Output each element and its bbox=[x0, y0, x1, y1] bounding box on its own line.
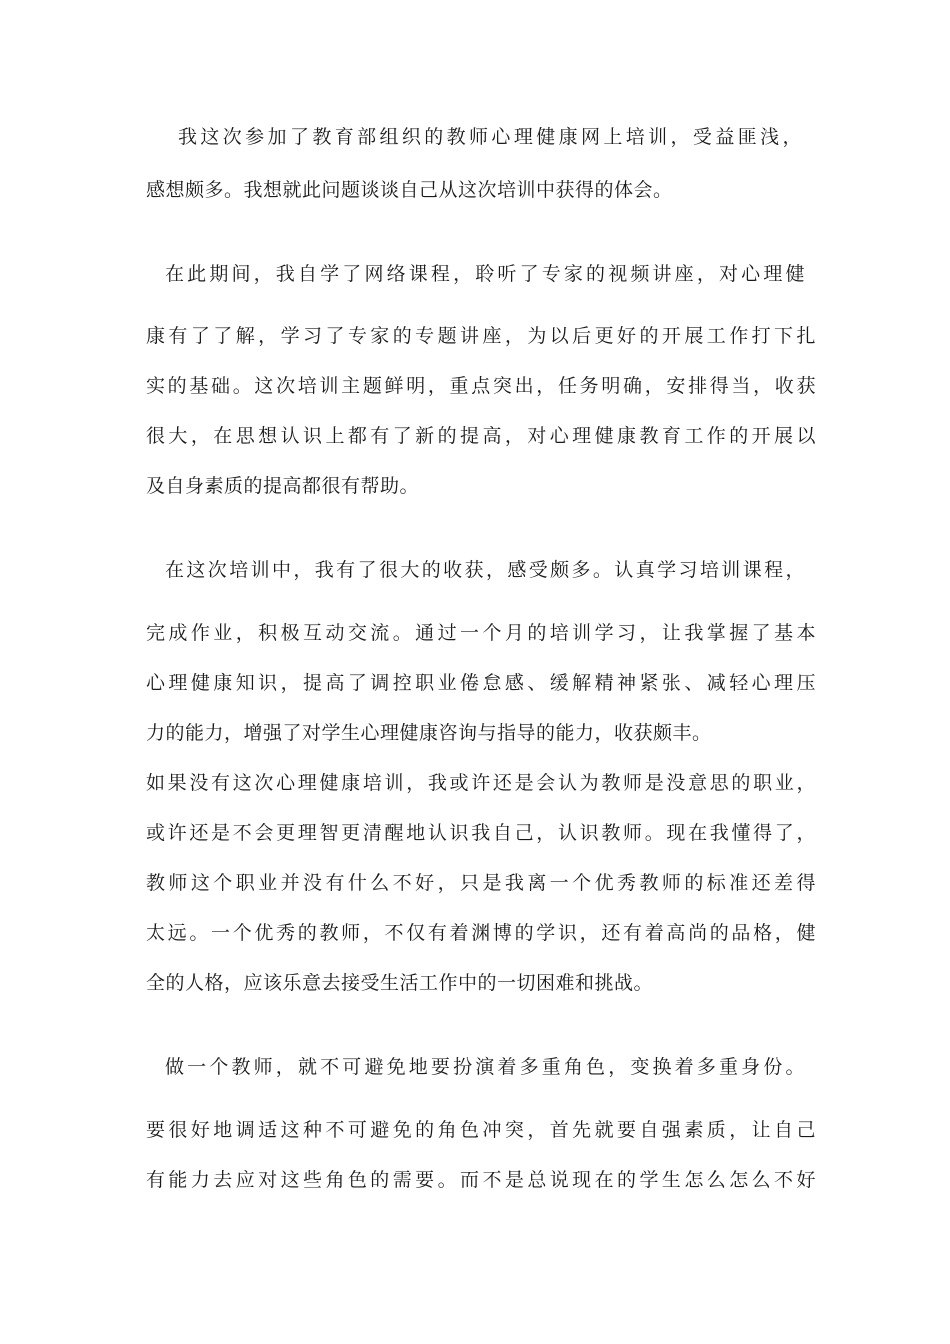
paragraph-2-line-1: 在此期间，我自学了网络课程，聆听了专家的视频讲座，对心理健 bbox=[165, 263, 805, 285]
paragraph-2-line-4: 很大，在思想认识上都有了新的提高，对心理健康教育工作的开展以 bbox=[146, 425, 816, 447]
paragraph-3-line-3: 心理健康知识，提高了调控职业倦怠感、缓解精神紧张、减轻心理压 bbox=[146, 672, 816, 694]
paragraph-3-line-9: 全的人格，应该乐意去接受生活工作中的一切困难和挑战。 bbox=[146, 972, 654, 994]
paragraph-3-line-5: 如果没有这次心理健康培训，我或许还是会认为教师是没意思的职业， bbox=[146, 772, 816, 794]
paragraph-3-line-1: 在这次培训中，我有了很大的收获，感受颇多。认真学习培训课程， bbox=[165, 559, 805, 581]
paragraph-2-line-5: 及自身素质的提高都很有帮助。 bbox=[146, 475, 420, 497]
paragraph-1-line-1: 我这次参加了教育部组织的教师心理健康网上培训，受益匪浅， bbox=[178, 126, 802, 148]
paragraph-3-line-4: 力的能力，增强了对学生心理健康咨询与指导的能力，收获颇丰。 bbox=[146, 722, 712, 744]
paragraph-3-line-2: 完成作业，积极互动交流。通过一个月的培训学习，让我掌握了基本 bbox=[146, 622, 816, 644]
paragraph-3-line-6: 或许还是不会更理智更清醒地认识我自己，认识教师。现在我懂得了， bbox=[146, 822, 816, 844]
paragraph-2-line-3: 实的基础。这次培训主题鲜明，重点突出，任务明确，安排得当，收获 bbox=[146, 375, 816, 397]
paragraph-2-line-2: 康有了了解，学习了专家的专题讲座，为以后更好的开展工作打下扎 bbox=[146, 325, 816, 347]
paragraph-3-line-8: 太远。一个优秀的教师，不仅有着渊博的学识，还有着高尚的品格，健 bbox=[146, 922, 816, 944]
paragraph-4-line-3: 有能力去应对这些角色的需要。而不是总说现在的学生怎么怎么不好 bbox=[146, 1169, 816, 1191]
paragraph-3-line-7: 教师这个职业并没有什么不好，只是我离一个优秀教师的标准还差得 bbox=[146, 872, 816, 894]
paragraph-4-line-1: 做一个教师，就不可避免地要扮演着多重角色，变换着多重身份。 bbox=[165, 1056, 805, 1078]
paragraph-1-line-2: 感想颇多。我想就此问题谈谈自己从这次培训中获得的体会。 bbox=[146, 179, 673, 201]
paragraph-4-line-2: 要很好地调适这种不可避免的角色冲突，首先就要自强素质，让自己 bbox=[146, 1119, 816, 1141]
